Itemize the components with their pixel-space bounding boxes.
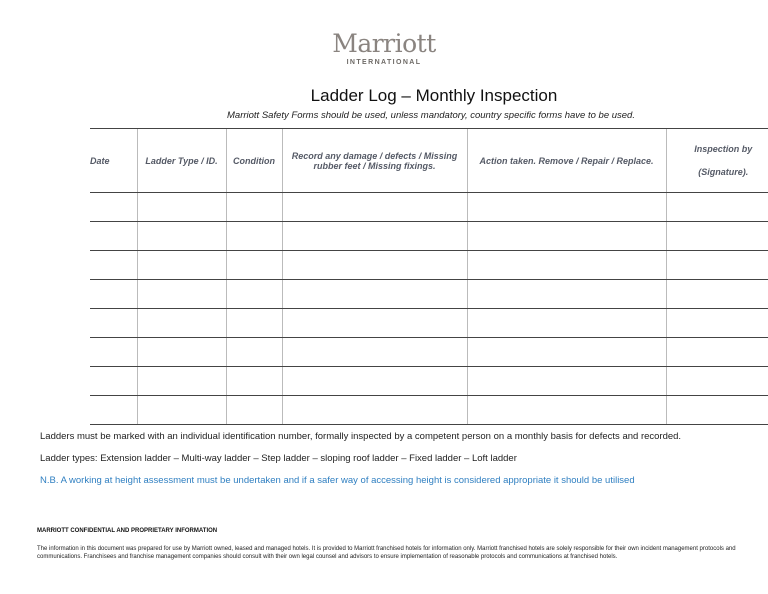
table-cell[interactable] [467,338,666,367]
table-cell[interactable] [282,193,467,222]
table-cell[interactable] [666,193,768,222]
col-header-damage: Record any damage / defects / Missing rubber feet / Missing fixings. [282,129,467,193]
table-cell[interactable] [467,280,666,309]
col-header-condition: Condition [226,129,282,193]
table-row [90,251,768,280]
marriott-logo [0,30,768,66]
table-cell[interactable] [666,367,768,396]
table-cell[interactable] [282,396,467,425]
table-row [90,367,768,396]
page-subtitle: Marriott Safety Forms should be used, unless mandatory, country specific forms have to be used. [227,110,635,121]
table-header-row [90,129,768,193]
table-row [90,193,768,222]
col-header-inspection [666,129,768,193]
table-cell[interactable] [282,367,467,396]
table-cell[interactable] [90,280,137,309]
table-cell[interactable] [467,367,666,396]
table-row [90,280,768,309]
table-cell[interactable] [137,222,226,251]
table-cell[interactable] [467,251,666,280]
note-marking: Ladders must be marked with an individual identification number, formally inspected by a competent person on a monthly basis for defects and recorded. [40,431,682,442]
table-cell[interactable] [137,309,226,338]
table-cell[interactable] [666,338,768,367]
table-cell[interactable] [282,309,467,338]
table-cell[interactable] [226,338,282,367]
table-cell[interactable] [666,396,768,425]
table-cell[interactable] [137,338,226,367]
table-cell[interactable] [666,280,768,309]
table-row [90,338,768,367]
table-cell[interactable] [137,193,226,222]
note-nb: N.B. A working at height assessment must be undertaken and if a safer way of accessing height is considered appropriate it should be utilised [40,475,635,486]
table-cell[interactable] [137,367,226,396]
table-row [90,309,768,338]
table-cell[interactable] [137,396,226,425]
table-cell[interactable] [226,280,282,309]
logo-subtitle: INTERNATIONAL [346,59,422,66]
table-cell[interactable] [90,309,137,338]
note-ladder-types: Ladder types: Extension ladder – Multi-way ladder – Step ladder – sloping roof ladder – Fixed ladder – Loft ladder [40,453,517,464]
confidential-label: MARRIOTT CONFIDENTIAL AND PROPRIETARY INFORMATION [37,528,218,534]
table-cell[interactable] [666,251,768,280]
col-header-action: Action taken. Remove / Repair / Replace. [467,129,666,193]
table-cell[interactable] [467,193,666,222]
table-cell[interactable] [226,309,282,338]
table-cell[interactable] [467,396,666,425]
table-cell[interactable] [226,222,282,251]
table-cell[interactable] [666,222,768,251]
table-cell[interactable] [90,396,137,425]
table-cell[interactable] [282,338,467,367]
table-cell[interactable] [90,338,137,367]
disclaimer-text: The information in this document was prepared for use by Marriott owned, leased and managed hotels. It is provided to Marriott franchised hotels for information only. Marriott franchised hotels are solely responsible for their own incident management protocols and communications. Franchisees and franchise management companies should consult with their own legal counsel and advisors to ensure implementation of reasonable protocols and communications at franchised hotels. [37,546,736,560]
table-cell[interactable] [282,280,467,309]
table-cell[interactable] [282,251,467,280]
table-cell[interactable] [226,251,282,280]
table-cell[interactable] [226,396,282,425]
table-cell[interactable] [90,367,137,396]
table-cell[interactable] [137,280,226,309]
table-cell[interactable] [90,193,137,222]
inspection-header-line2: (Signature). [698,167,749,177]
table-cell[interactable] [90,251,137,280]
col-header-ladder-type: Ladder Type / ID. [137,129,226,193]
table-cell[interactable] [282,222,467,251]
ladder-log-table [90,128,768,425]
table-cell[interactable] [467,222,666,251]
table-cell[interactable] [90,222,137,251]
table-cell[interactable] [666,309,768,338]
inspection-header-line1: Inspection by [694,144,753,154]
table-cell[interactable] [226,367,282,396]
table-row [90,222,768,251]
logo-wordmark: Marriott [332,29,436,58]
table-cell[interactable] [226,193,282,222]
table-cell[interactable] [137,251,226,280]
page-title: Ladder Log – Monthly Inspection [310,86,558,105]
table-cell[interactable] [467,309,666,338]
col-header-date: Date [90,129,137,193]
table-row [90,396,768,425]
